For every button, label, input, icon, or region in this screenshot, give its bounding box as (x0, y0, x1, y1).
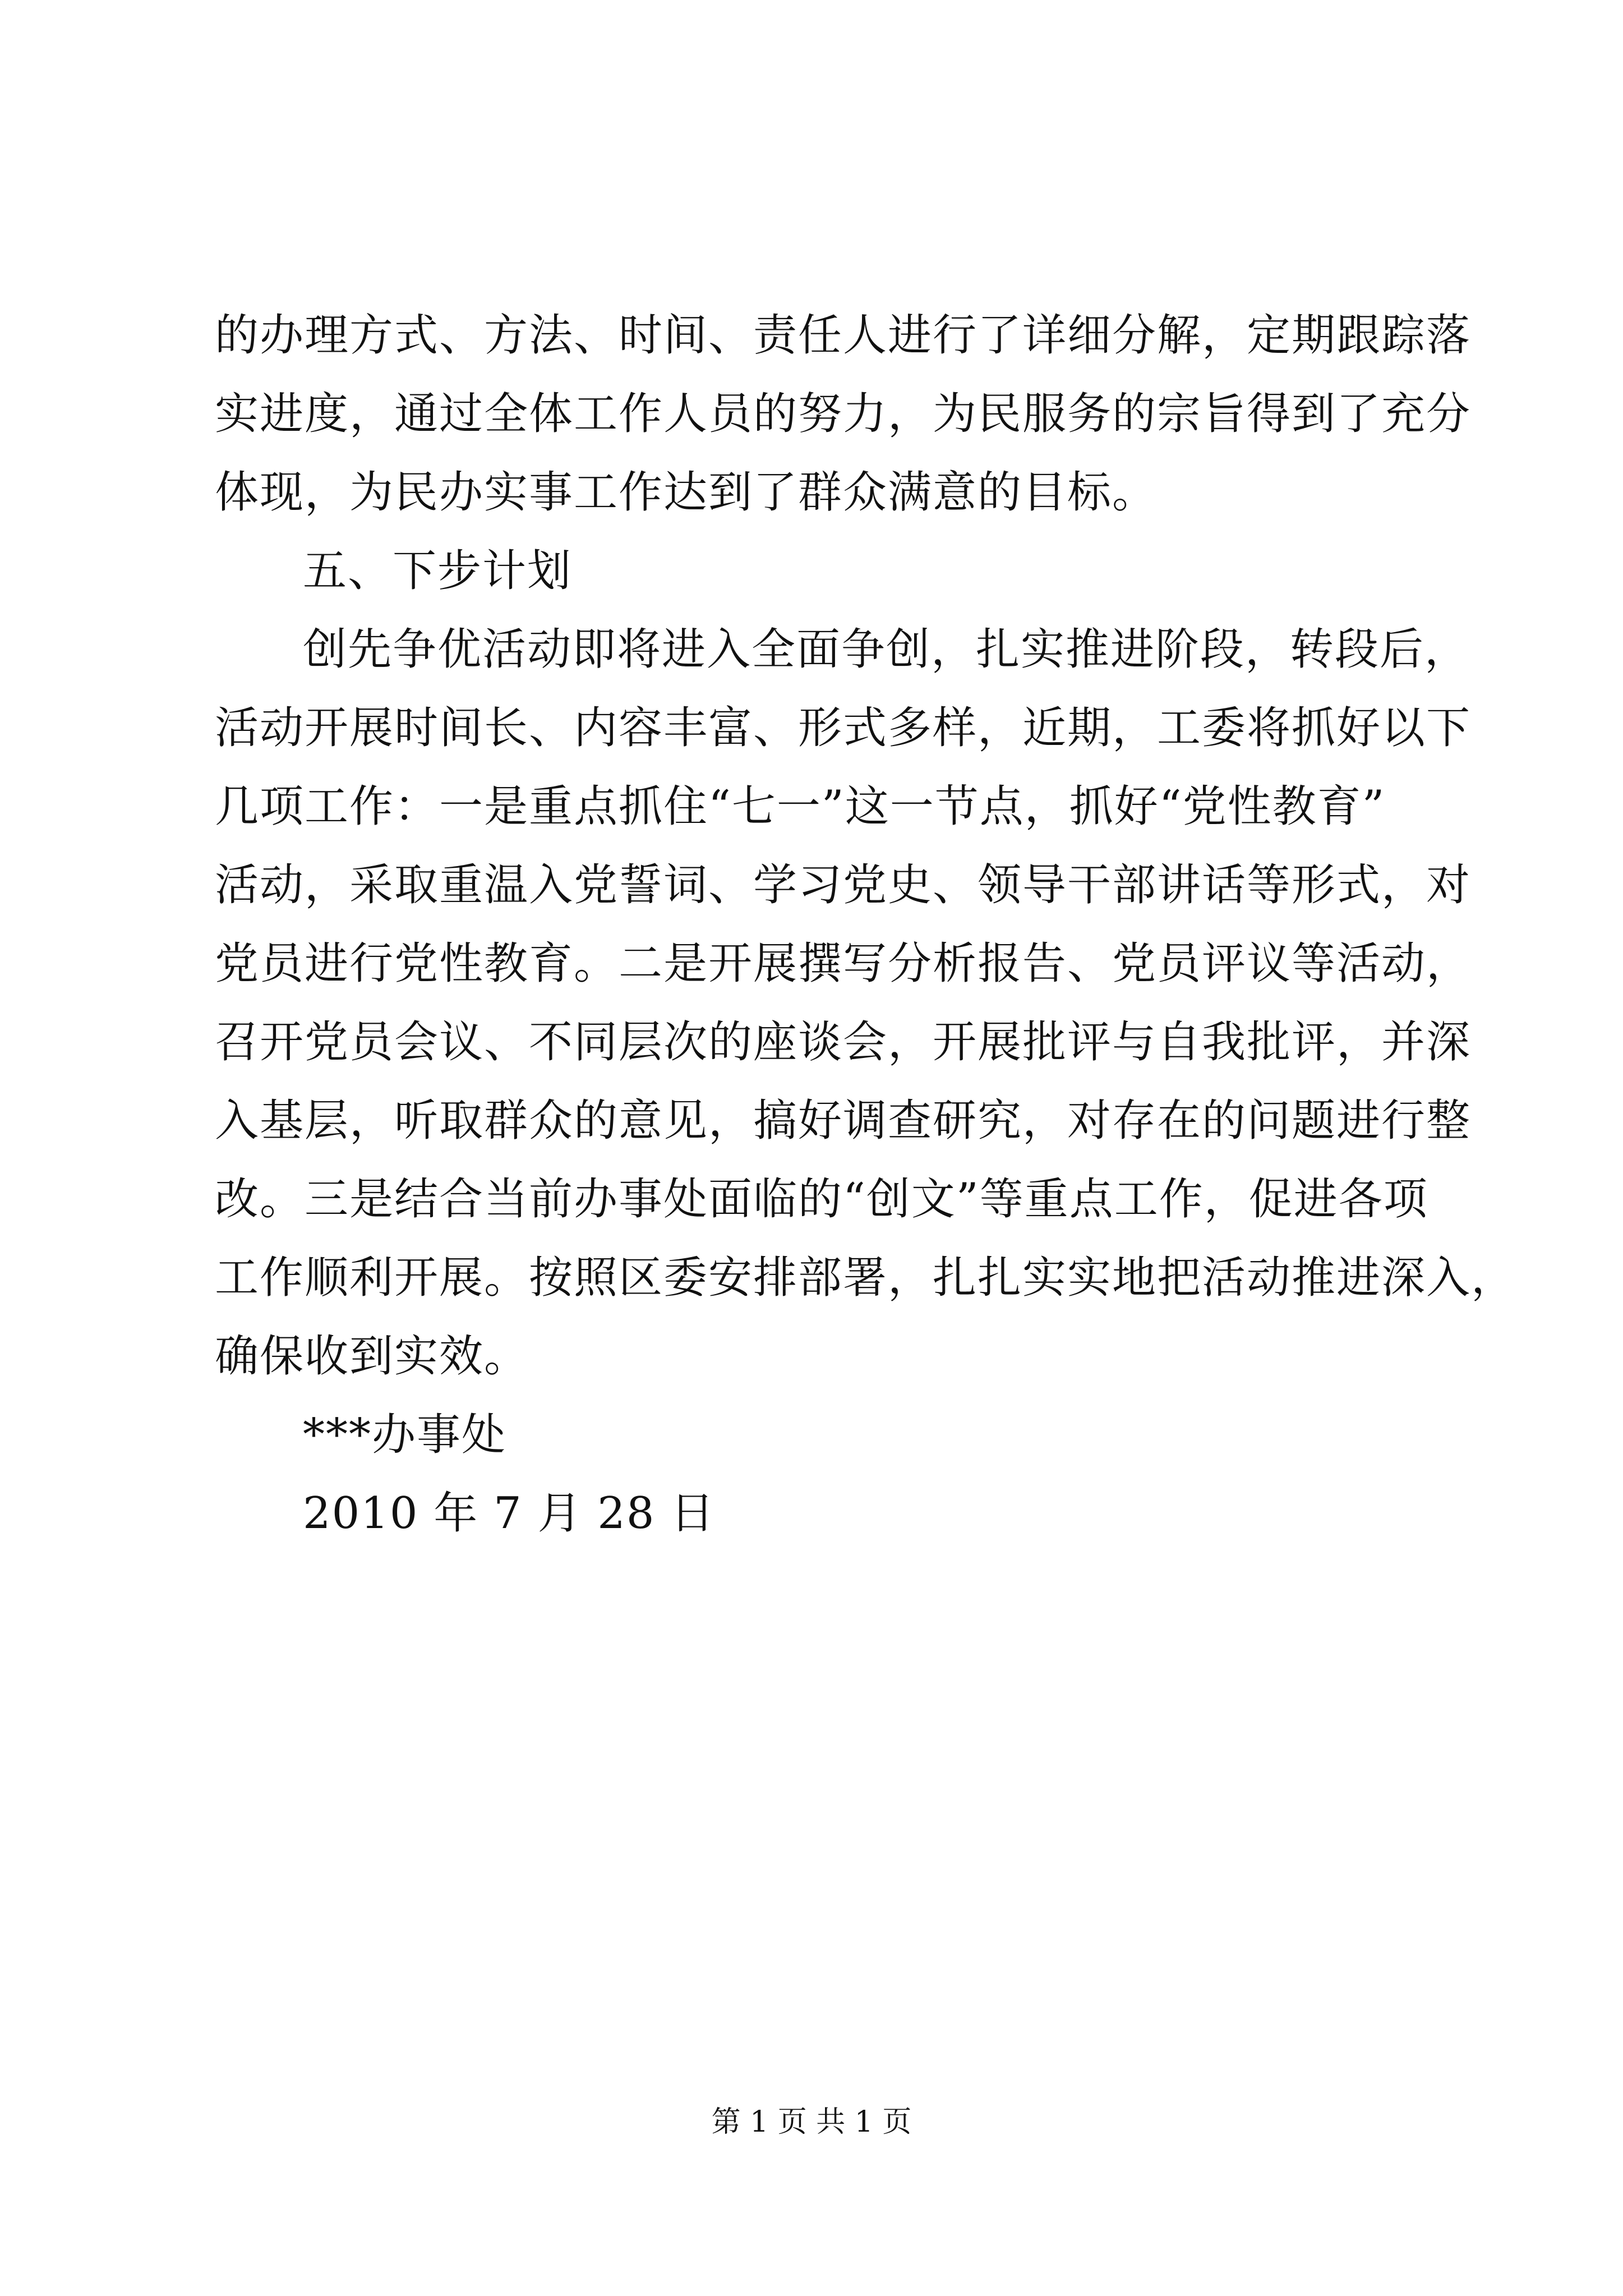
body-line: 召开党员会议、不同层次的座谈会，开展批评与自我批评，并深 (215, 1017, 1472, 1068)
section-heading: 五、下步计划 (303, 546, 573, 596)
body-line: 的办理方式、方法、时间、责任人进行了详细分解，定期跟踪落 (215, 310, 1472, 361)
body-line: 确保收到实效。 (215, 1331, 529, 1382)
body-line: 体现，为民办实事工作达到了群众满意的目标。 (215, 467, 1158, 518)
body-line: 党员进行党性教育。二是开展撰写分析报告、党员评议等活动， (215, 938, 1472, 989)
body-line: 入基层，听取群众的意见，搞好调查研究，对存在的问题进行整 (215, 1096, 1472, 1146)
body-line: 活动，采取重温入党誓词、学习党史、领导干部讲话等形式，对 (215, 860, 1472, 910)
signature-organization: ***办事处 (303, 1410, 507, 1460)
body-line: 创先争优活动即将进入全面争创，扎实推进阶段，转段后， (303, 624, 1470, 675)
body-line: 实进度，通过全体工作人员的努力，为民服务的宗旨得到了充分 (215, 389, 1472, 439)
body-line: 几项工作：一是重点抓住“七一”这一节点，抓好“党性教育” (215, 781, 1386, 832)
body-line: 工作顺利开展。按照区委安排部署，扎扎实实地把活动推进深入， (215, 1253, 1516, 1303)
page-footer: 第 1 页 共 1 页 (711, 2105, 912, 2139)
body-line: 活动开展时间长、内容丰富、形式多样，近期，工委将抓好以下 (215, 703, 1472, 753)
signature-date: 2010 年 7 月 28 日 (303, 1488, 716, 1539)
body-line: 改。三是结合当前办事处面临的“创文”等重点工作，促进各项 (215, 1174, 1428, 1225)
